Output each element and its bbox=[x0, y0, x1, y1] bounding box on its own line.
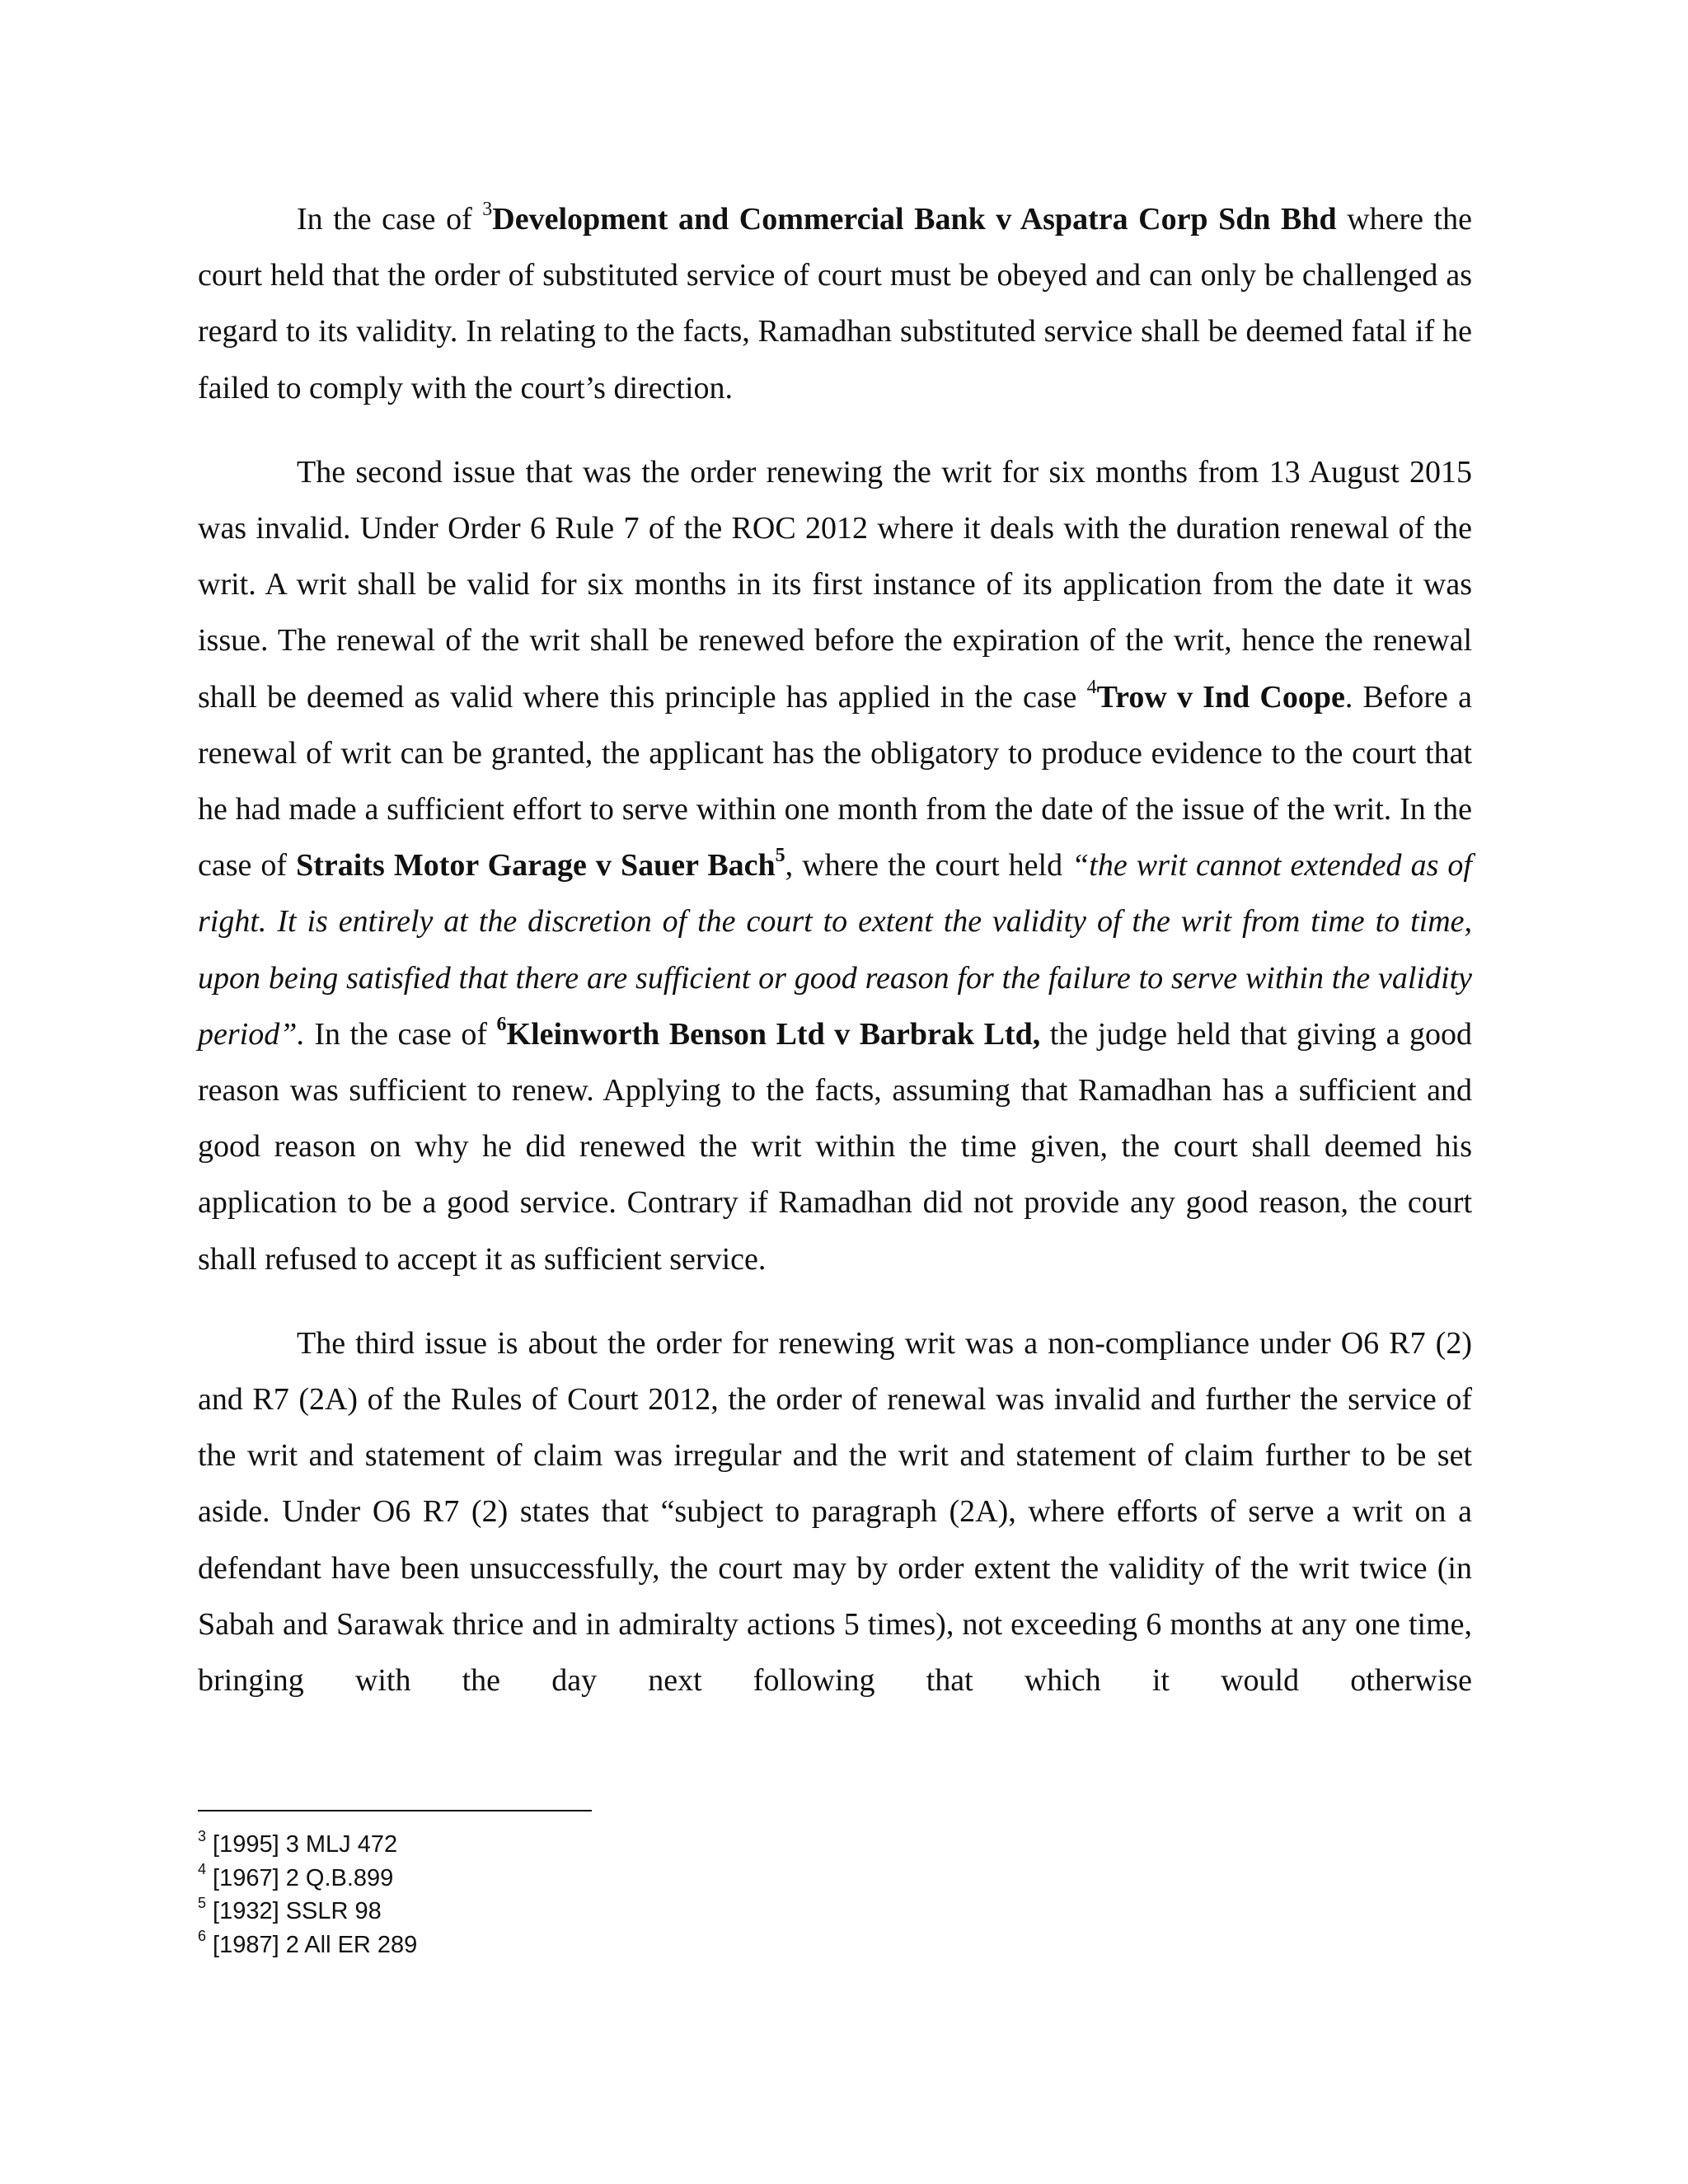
paragraph-1-text: In the case of bbox=[297, 202, 483, 237]
body-text bbox=[198, 191, 1472, 1708]
paragraph-2-text: In the case of bbox=[304, 1016, 497, 1052]
footnote-citation: [1987] 2 All ER 289 bbox=[213, 1931, 418, 1958]
footnote-mark: 4 bbox=[198, 1861, 207, 1877]
footnote-mark: 5 bbox=[198, 1894, 207, 1911]
footnote-5 bbox=[198, 1895, 940, 1929]
footnote-citation: [1995] 3 MLJ 472 bbox=[213, 1831, 398, 1858]
footnote-citation: [1967] 2 Q.B.899 bbox=[213, 1864, 394, 1891]
footnotes bbox=[198, 1828, 940, 1961]
case-name-6: Kleinworth Benson Ltd v Barbrak Ltd, bbox=[506, 1016, 1041, 1052]
court-quote: “the writ cannot extended as of right. It is entirely at the discretion of the court to extent the validity of the writ from time to time, upon being satisfied that there are sufficient or good reason for the failure to serve within the validity period”. bbox=[198, 848, 1472, 1052]
footnote-separator bbox=[198, 1810, 592, 1811]
paragraph-2-text: the judge held that giving a good reason was sufficient to renew. Applying to the facts, assuming that Ramadhan has a sufficient and good reason on why he did renewed the writ within the time given, the court shall deemed his application to be a good service. Contrary if Ramadhan did not provide any good reason, the court shall refused to accept it as sufficient service. bbox=[198, 1016, 1472, 1277]
footnote-6 bbox=[198, 1929, 940, 1962]
footnote-ref-4: 4 bbox=[1086, 676, 1097, 698]
case-name-3: Development and Commercial Bank v Aspatra Corp Sdn Bhd bbox=[492, 202, 1337, 237]
paragraph-2 bbox=[198, 444, 1472, 1287]
footnote-mark: 3 bbox=[198, 1827, 207, 1844]
footnote-ref-3: 3 bbox=[482, 199, 493, 221]
paragraph-2-text: , where the court held bbox=[785, 848, 1072, 883]
paragraph-2-text: The second issue that was the order renewing the writ for six months from 13 August 2015 was invalid. Under Order 6 Rule 7 of the ROC 2012 where it deals with the duration renewal of the writ. A writ shall be valid for six months in its first instance of its application from the date it was issue. The renewal of the writ shall be renewed before the expiration of the writ, hence the renewal shall be deemed as valid where this principle has applied in the case bbox=[198, 454, 1472, 715]
paragraph-1 bbox=[198, 191, 1472, 416]
paragraph-3: The third issue is about the order for renewing writ was a non-compliance under O6 R7 (2) and R7 (2A) of the Rules of Court 2012, the order of renewal was invalid and further the service of the writ and statement of claim was irregular and the writ and statement of claim further to be set aside. Under O6 R7 (2) states that “subject to paragraph (2A), where efforts of serve a writ on a defendant have been unsuccessfully, the court may by order extent the validity of the writ twice (in Sabah and Sarawak thrice and in admiralty actions 5 times), not exceeding 6 months at any one time, bringing with the day next following that which it would otherwise bbox=[198, 1325, 1472, 1699]
paragraph-1-text: where the court held that the order of substituted service of court must be obeyed and can only be challenged as regard to its validity. In relating to the facts, Ramadhan substituted service shall be deemed fatal if he failed to comply with the court’s direction. bbox=[198, 202, 1472, 405]
footnote-citation: [1932] SSLR 98 bbox=[213, 1898, 382, 1924]
case-name-4: Trow v Ind Coope bbox=[1096, 679, 1345, 715]
footnote-mark: 6 bbox=[198, 1928, 207, 1944]
footnote-ref-6: 6 bbox=[496, 1014, 507, 1036]
footnote-ref-5: 5 bbox=[775, 845, 785, 867]
case-name-5: Straits Motor Garage v Sauer Bach bbox=[296, 848, 776, 883]
footnote-3 bbox=[198, 1828, 940, 1862]
footnote-4 bbox=[198, 1862, 940, 1896]
paragraph-2-text: . Before a renewal of writ can be granted, the applicant has the obligatory to produce evidence to the court that he had made a sufficient effort to serve within one month from the date of the issue of the writ. In the case of bbox=[198, 679, 1472, 883]
